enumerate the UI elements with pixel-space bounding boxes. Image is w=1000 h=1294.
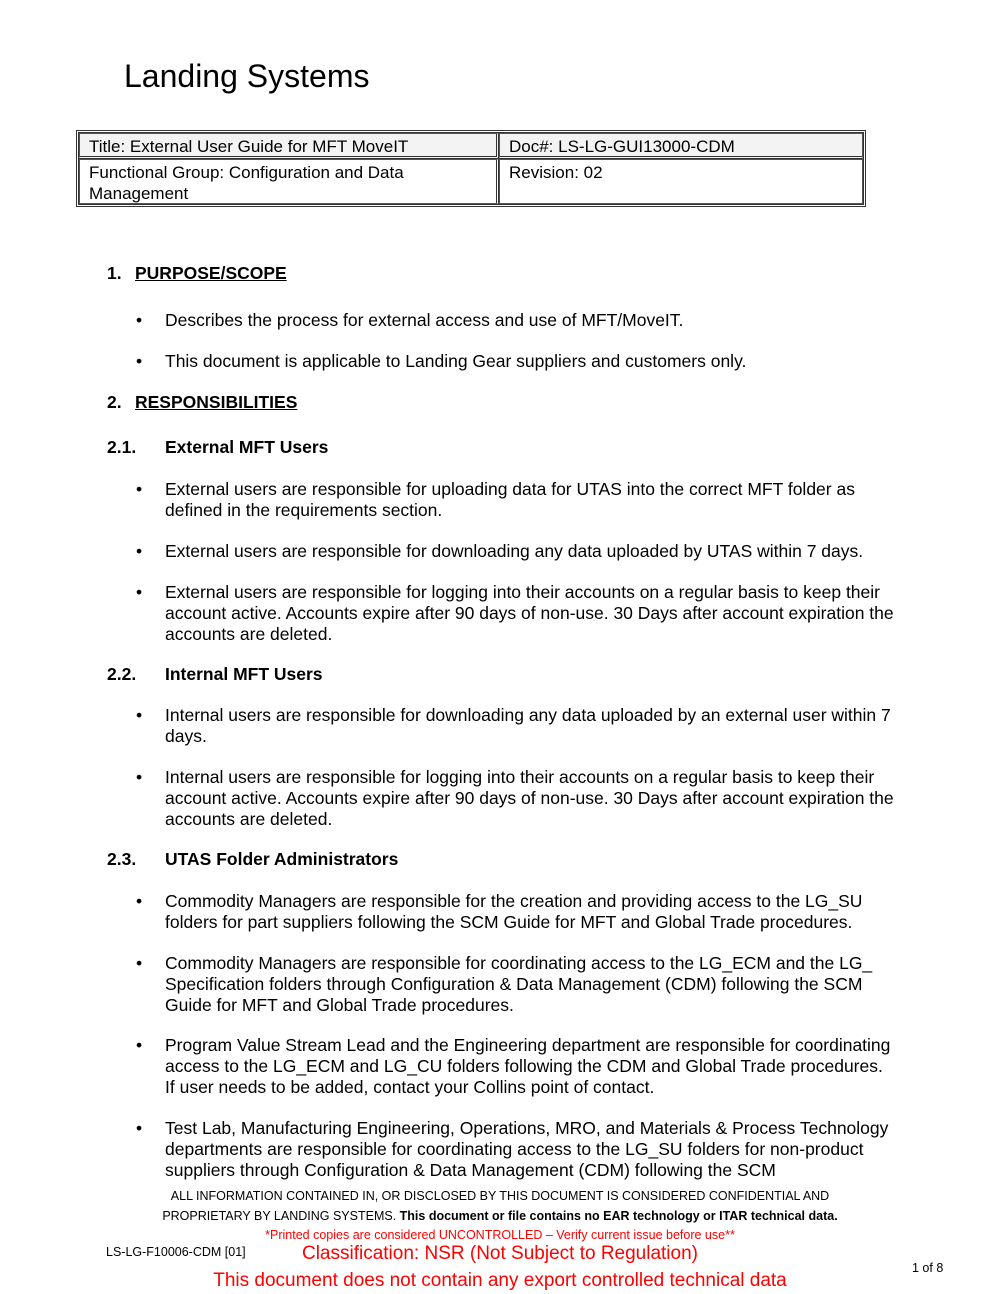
bullet-icon: • (136, 310, 143, 330)
subsection-number: 2.3. (107, 849, 137, 869)
section-title: RESPONSIBILITIES (135, 392, 298, 412)
bullet-icon: • (136, 479, 143, 499)
uncontrolled-copy-notice: *Printed copies are considered UNCONTROLLED – Verify current issue before use** (265, 1228, 735, 1242)
section-heading-purpose-scope (107, 263, 287, 284)
section-heading-responsibilities (107, 392, 297, 413)
bullet-icon: • (136, 767, 143, 787)
classification-label: Classification: NSR (Not Subject to Regulation) (301, 1243, 698, 1264)
list-item-text: Commodity Managers are responsible for the creation and providing access to the LG_SU folders for part suppliers following the SCM Guide for MFT and Global Trade procedures. (165, 891, 863, 932)
list-item-text: Describes the process for external access and use of MFT/MoveIT. (165, 310, 684, 330)
list-item (136, 351, 896, 372)
bullet-icon: • (136, 541, 143, 561)
page-number: 1 of 8 (912, 1261, 944, 1275)
list-item-text: Test Lab, Manufacturing Engineering, Operations, MRO, and Materials & Process Technology departments are responsible for coordinating access to the LG_SU folders for non-product suppliers through Configuration & Data Management (CDM) following the SCM (165, 1118, 889, 1180)
subsection-heading-external-users (107, 437, 328, 458)
subsection-number: 2.2. (107, 664, 137, 684)
list-item-text: This document is applicable to Landing Gear suppliers and customers only. (165, 351, 747, 371)
list-item (136, 310, 896, 331)
subsection-heading-folder-administrators (107, 849, 398, 870)
list-item-text: Internal users are responsible for downloading any data uploaded by an external user within 7 days. (165, 705, 891, 746)
confidential-notice-plain: PROPRIETARY BY LANDING SYSTEMS. (162, 1209, 400, 1223)
bullet-icon: • (136, 705, 143, 725)
list-item (136, 1035, 896, 1098)
list-item (136, 705, 896, 747)
list-item-text: External users are responsible for logging into their accounts on a regular basis to keep their account active. Accounts expire after 90 days of non-use. 30 Days after account expiration the accounts are deleted. (165, 582, 894, 644)
subsection-heading-internal-users (107, 664, 323, 685)
subsection-title: Internal MFT Users (165, 664, 323, 684)
doc-title-cell: Title: External User Guide for MFT MoveIT (79, 133, 499, 159)
form-number: LS-LG-F10006-CDM [01] (106, 1245, 246, 1259)
functional-group-cell: Functional Group: Configuration and Data Management (79, 159, 499, 204)
bullet-icon: • (136, 953, 143, 973)
doc-number-cell: Doc#: LS-LG-GUI13000-CDM (499, 133, 863, 159)
document-header-table (76, 130, 866, 207)
export-control-statement: This document or file contains no EAR technology or ITAR technical data. (399, 1209, 838, 1223)
list-item-text: Program Value Stream Lead and the Engineering department are responsible for coordinating access to the LG_ECM and LG_CU folders following the CDM and Global Trade procedures. If user needs to be added, contact your Collins point of contact. (165, 1035, 891, 1097)
confidential-notice-line2 (0, 1208, 1000, 1224)
subsection-number: 2.1. (107, 437, 137, 457)
section-number: 1. (107, 263, 122, 283)
bullet-icon: • (136, 1118, 143, 1138)
list-item (136, 767, 896, 830)
subsection-title: External MFT Users (165, 437, 329, 457)
list-item-text: External users are responsible for downloading any data uploaded by UTAS within 7 days. (165, 541, 864, 561)
list-item (136, 582, 896, 645)
company-brand-title: Landing Systems (124, 58, 370, 94)
bullet-icon: • (136, 582, 143, 602)
export-notice: This document does not contain any export controlled technical data (213, 1270, 787, 1291)
revision-cell: Revision: 02 (499, 159, 863, 204)
list-item-text: Internal users are responsible for logging into their accounts on a regular basis to keep their account active. Accounts expire after 90 days of non-use. 30 Days after account expiration the accounts are deleted. (165, 767, 894, 829)
list-item (136, 479, 896, 521)
confidential-notice-line1: ALL INFORMATION CONTAINED IN, OR DISCLOSED BY THIS DOCUMENT IS CONSIDERED CONFIDENTIAL AND (170, 1189, 830, 1203)
list-item-text: External users are responsible for uploading data for UTAS into the correct MFT folder as defined in the requirements section. (165, 479, 855, 520)
bullet-icon: • (136, 351, 143, 371)
list-item (136, 891, 896, 933)
list-item-text: Commodity Managers are responsible for coordinating access to the LG_ECM and the LG_ Specification folders through Configuration & Data Management (CDM) following the SCM Guide for MFT and Global Trade procedures. (165, 953, 873, 1015)
list-item (136, 541, 896, 562)
list-item (136, 1118, 896, 1181)
section-title: PURPOSE/SCOPE (135, 263, 287, 283)
subsection-title: UTAS Folder Administrators (165, 849, 399, 869)
list-item (136, 953, 896, 1016)
bullet-icon: • (136, 891, 143, 911)
bullet-icon: • (136, 1035, 143, 1055)
section-number: 2. (107, 392, 122, 412)
